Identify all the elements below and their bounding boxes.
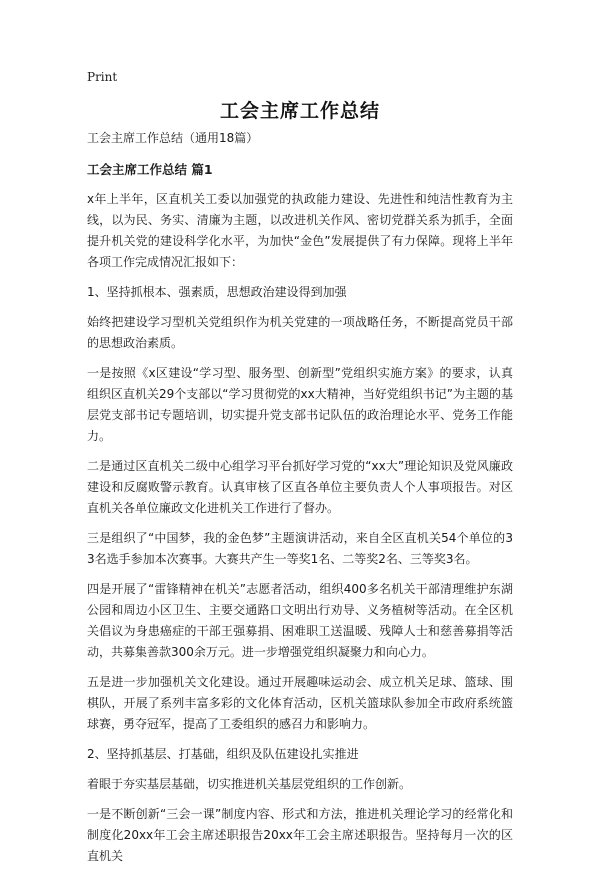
paragraph-8: 一是不断创新“三会一课”制度内容、形式和方法，推进机关理论学习的经常化和制度化20xx年工会主席述职报告20xx年工会主席述职报告。坚持每月一次的区直机关 <box>87 807 513 863</box>
paragraph-1: 始终把建设学习型机关党组织作为机关党建的一项战略任务，不断提高党员干部的思想政治素质。 <box>87 315 513 350</box>
intro-paragraph: x年上半年，区直机关工委以加强党的执政能力建设、先进性和纯洁性教育为主线，以为民、务实、清廉为主题，以改进机关作风、密切党群关系为抓手，全面提升机关党的建设科学化水平，为加快“金色”发展提供了有力保障。现将上半年各项工作完成情况汇报如下： <box>87 192 513 269</box>
paragraph-6: 五是进一步加强机关文化建设。通过开展趣味运动会、成立机关足球、篮球、围棋队，开展了系列丰富多彩的文化体育活动，区机关篮球队参加全市政府系统篮球赛，勇夺冠军，提高了工委组织的感召力和影响力。 <box>87 675 513 731</box>
sub-heading-1: 1、坚持抓根本、强素质，思想政治建设得到加强 <box>87 285 347 299</box>
paragraph-2: 一是按照《x区建设“学习型、服务型、创新型”党组织实施方案》的要求，认真组织区直机关29个支部以“学习贯彻党的xx大精神，当好党组织书记”为主题的基层党支部书记专题培训，切实提升党支部书记队伍的政治理论水平、党务工作能力。 <box>87 366 513 443</box>
print-link[interactable]: Print <box>87 70 118 84</box>
page-title: 工会主席工作总结 <box>219 100 380 122</box>
section-heading: 工会主席工作总结 篇1 <box>87 162 213 177</box>
document-subtitle: 工会主席工作总结（通用18篇） <box>87 131 259 145</box>
paragraph-5: 四是开展了“雷锋精神在机关”志愿者活动，组织400多名机关干部清理维护东湖公园和周边小区卫生、主要交通路口文明出行劝导、义务植树等活动。在全区机关倡议为身患癌症的干部王强募捐、困难职工送温暖、残障人士和慈善募捐等活动，共募集善款300余万元。进一步增强党组织凝聚力和向心力。 <box>87 582 513 659</box>
paragraph-7: 着眼于夯实基层基础，切实推进机关基层党组织的工作创新。 <box>87 777 412 791</box>
document-body <box>87 128 513 876</box>
paragraph-4: 三是组织了“中国梦，我的金色梦”主题演讲活动，来自全区直机关54个单位的33名选手参加本次赛事。大赛共产生一等奖1名、二等奖2名、三等奖3名。 <box>87 531 513 566</box>
sub-heading-2: 2、坚持抓基层、打基础，组织及队伍建设扎实推进 <box>87 747 359 761</box>
paragraph-3: 二是通过区直机关二级中心组学习平台抓好学习党的“xx大”理论知识及党风廉政建设和反腐败警示教育。认真审核了区直各单位主要负责人个人事项报告。对区直机关各单位廉政文化进机关工作进行了督办。 <box>87 459 513 515</box>
